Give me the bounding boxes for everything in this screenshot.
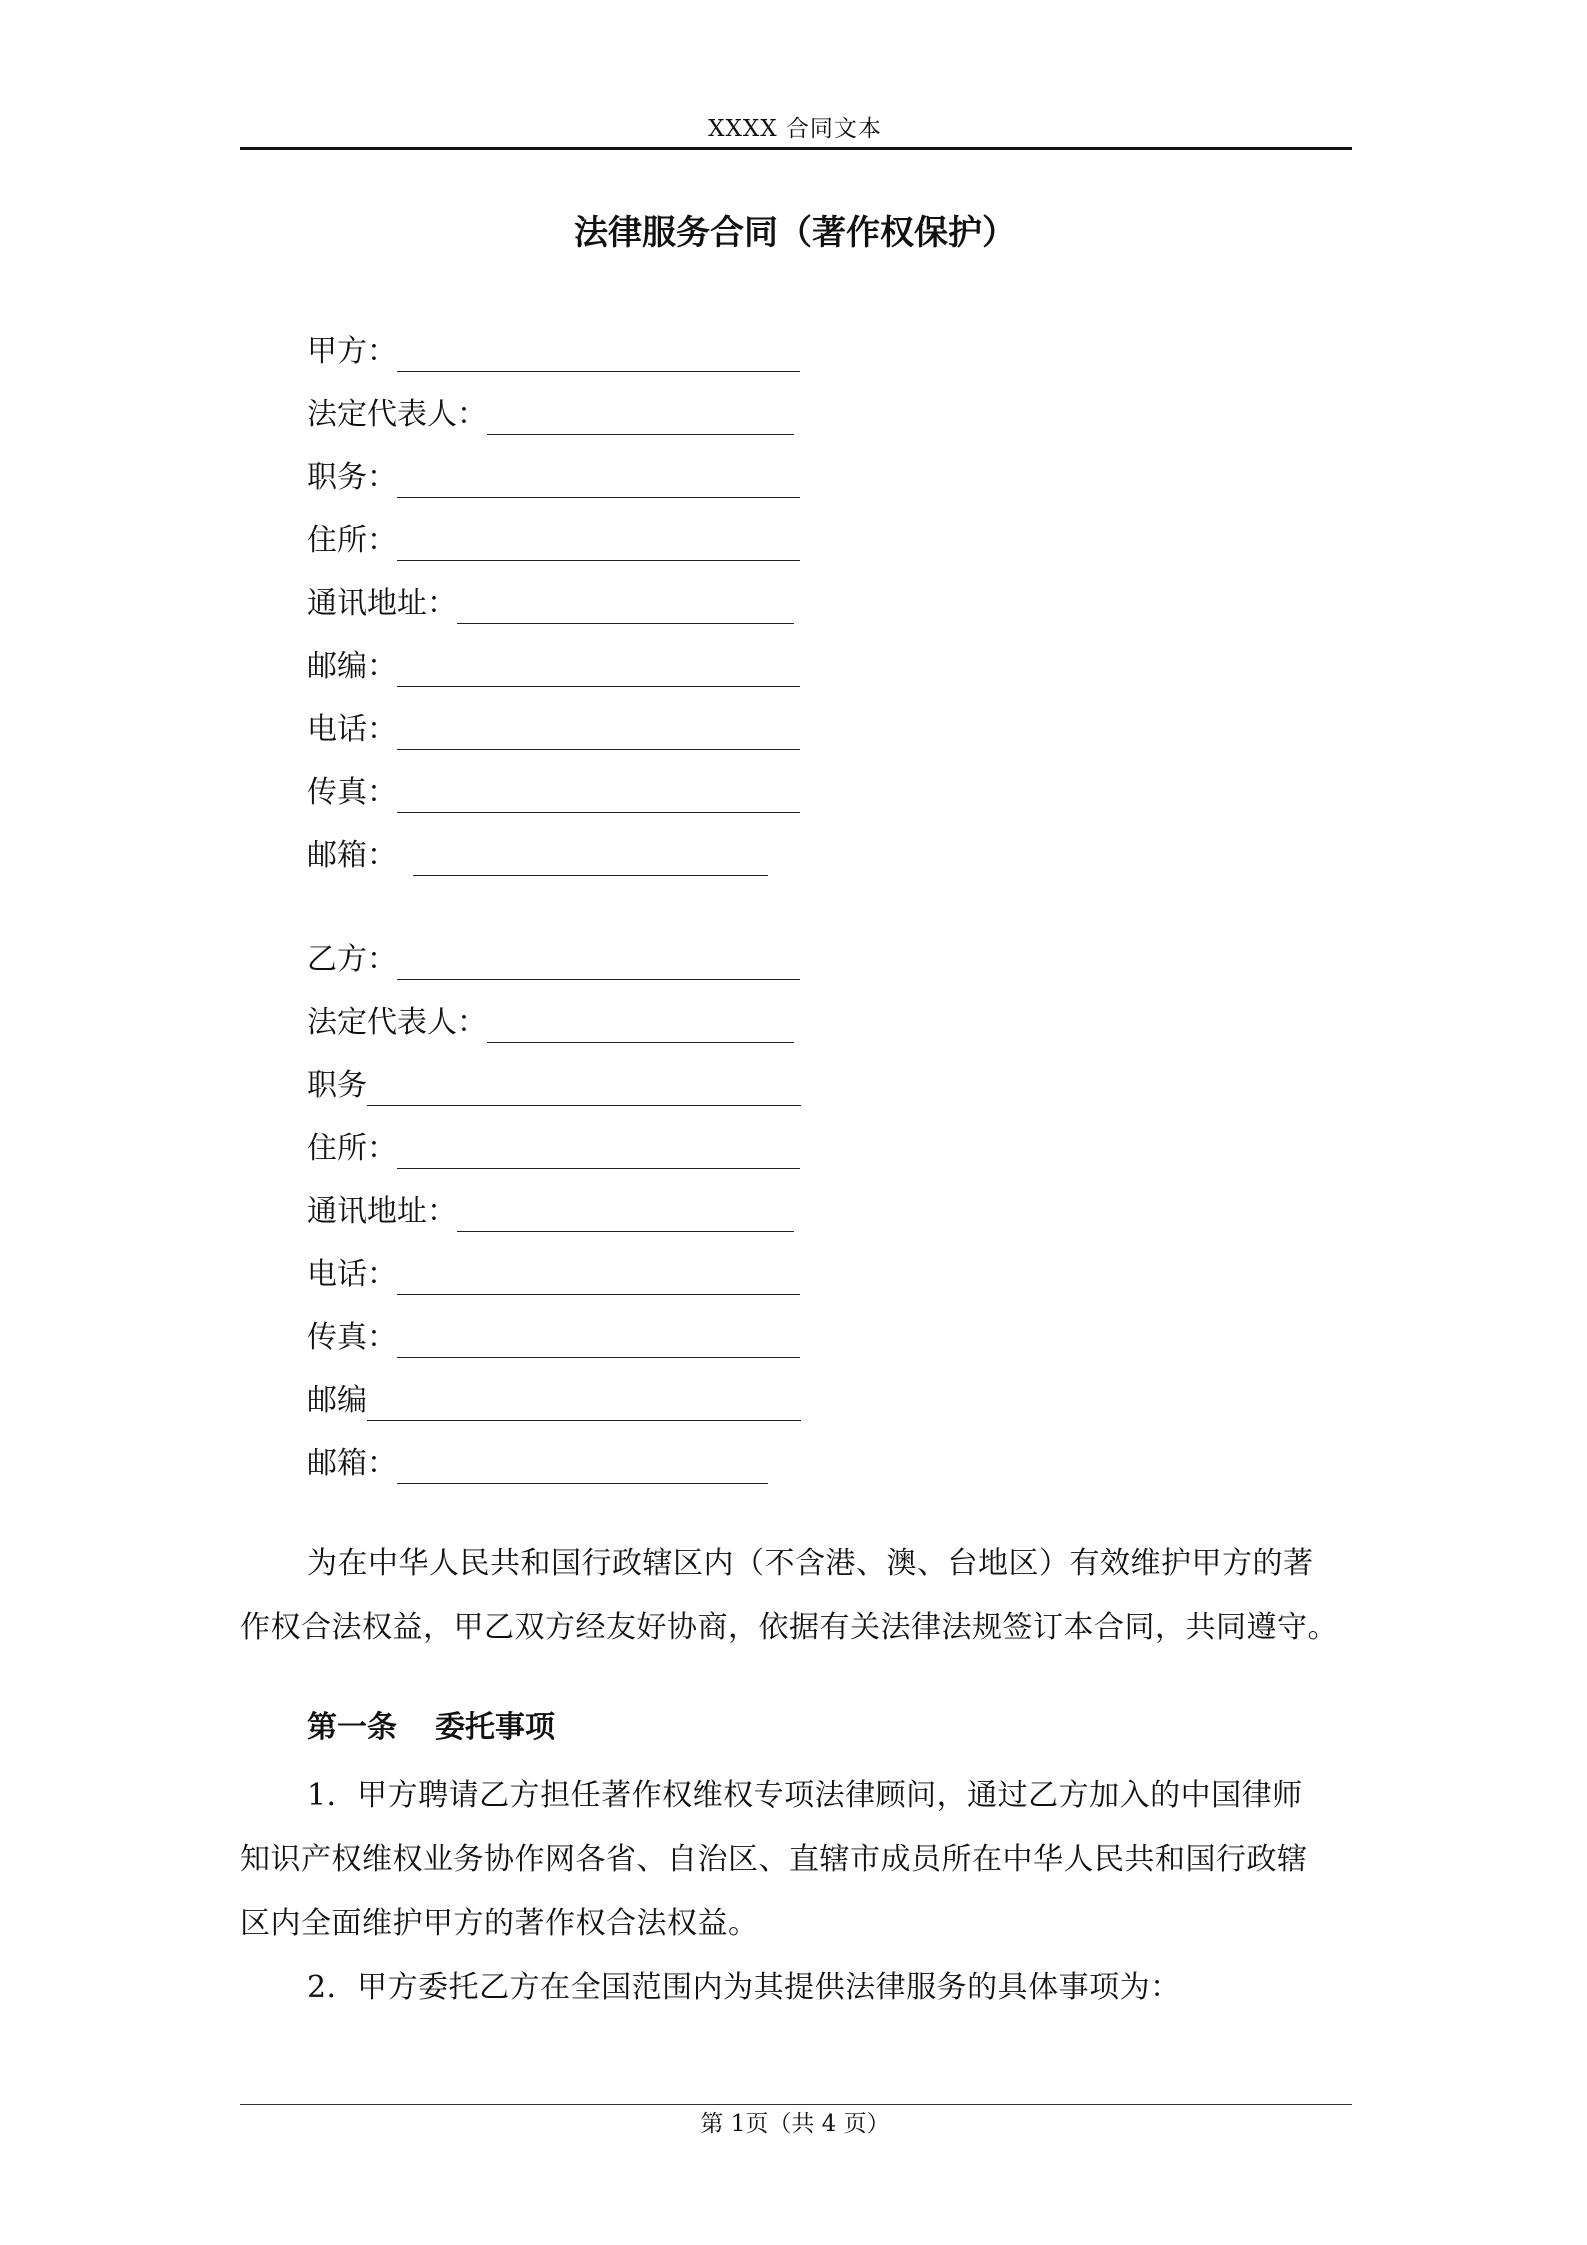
party-b-mailing-address-field[interactable] <box>307 1192 794 1232</box>
field-label: 甲方： <box>307 334 397 369</box>
fill-in-blank[interactable] <box>397 463 800 498</box>
article-1-heading <box>307 1706 555 1750</box>
party-b-phone-field[interactable] <box>307 1255 800 1295</box>
fill-in-blank[interactable] <box>397 778 800 813</box>
fill-in-blank[interactable] <box>397 945 800 980</box>
fill-in-blank[interactable] <box>397 337 800 372</box>
field-label: 邮编： <box>307 649 397 684</box>
article-number: 第一条 <box>307 1710 397 1745</box>
fill-in-blank[interactable] <box>413 841 768 876</box>
fill-in-blank[interactable] <box>397 1323 800 1358</box>
party-b-domicile-field[interactable] <box>307 1129 800 1169</box>
fill-in-blank[interactable] <box>487 1008 794 1043</box>
party-b-email-field[interactable] <box>307 1444 768 1484</box>
field-label: 住所： <box>307 1131 397 1166</box>
article-1-item-1 <box>240 1764 1352 1956</box>
fill-in-blank[interactable] <box>397 1449 768 1484</box>
party-a-legal-rep-field[interactable] <box>307 395 794 435</box>
field-label: 通讯地址： <box>307 586 457 621</box>
field-label: 邮箱： <box>307 1446 397 1481</box>
paragraph-line: 知识产权维权业务协作网各省、自治区、直辖市成员所在中华人民共和国行政辖 <box>240 1842 1308 1877</box>
contract-title: 法律服务合同（著作权保护） <box>574 213 1016 253</box>
party-a-email-field[interactable] <box>307 836 768 876</box>
party-b-legal-rep-field[interactable] <box>307 1003 794 1043</box>
party-a-postcode-field[interactable] <box>307 647 800 687</box>
fill-in-blank[interactable] <box>397 1260 800 1295</box>
field-label: 传真： <box>307 1320 397 1355</box>
page-number: 第 1页（共 4 页） <box>700 2111 890 2137</box>
field-label: 住所： <box>307 523 397 558</box>
page-header: XXXX 合同文本 <box>708 116 882 142</box>
party-a-fax-field[interactable] <box>307 773 800 813</box>
field-label: 法定代表人： <box>307 1005 487 1040</box>
fill-in-blank[interactable] <box>367 1071 801 1106</box>
field-label: 邮编 <box>307 1383 367 1418</box>
fill-in-blank[interactable] <box>457 1197 794 1232</box>
fill-in-blank[interactable] <box>397 715 800 750</box>
field-label: 电话： <box>307 712 397 747</box>
field-label: 法定代表人： <box>307 397 487 432</box>
party-a-phone-field[interactable] <box>307 710 800 750</box>
paragraph-line: 区内全面维护甲方的著作权合法权益。 <box>240 1906 759 1941</box>
field-label: 职务 <box>307 1068 367 1103</box>
fill-in-blank[interactable] <box>457 589 794 624</box>
field-label: 乙方： <box>307 942 397 977</box>
fill-in-blank[interactable] <box>397 1134 800 1169</box>
paragraph-line: 为在中华人民共和国行政辖区内（不含港、澳、台地区）有效维护甲方的著 <box>307 1546 1314 1581</box>
party-a-position-field[interactable] <box>307 458 800 498</box>
party-a-mailing-address-field[interactable] <box>307 584 794 624</box>
fill-in-blank[interactable] <box>367 1386 801 1421</box>
paragraph-line: 2．甲方委托乙方在全国范围内为其提供法律服务的具体事项为： <box>307 1970 1181 2005</box>
party-b-name-field[interactable] <box>307 940 800 980</box>
preamble-paragraph <box>240 1532 1352 1660</box>
paragraph-line: 作权合法权益，甲乙双方经友好协商，依据有关法律法规签订本合同，共同遵守。 <box>240 1610 1338 1645</box>
party-b-postcode-field[interactable] <box>307 1381 801 1421</box>
header-divider <box>240 147 1352 150</box>
party-b-fax-field[interactable] <box>307 1318 800 1358</box>
fill-in-blank[interactable] <box>397 652 800 687</box>
field-label: 邮箱： <box>307 838 397 873</box>
fill-in-blank[interactable] <box>487 400 794 435</box>
field-label: 职务： <box>307 460 397 495</box>
article-name: 委托事项 <box>435 1710 555 1745</box>
footer-divider <box>240 2104 1352 2105</box>
party-a-name-field[interactable] <box>307 332 800 372</box>
fill-in-blank[interactable] <box>397 526 800 561</box>
party-a-domicile-field[interactable] <box>307 521 800 561</box>
field-label: 通讯地址： <box>307 1194 457 1229</box>
field-label: 电话： <box>307 1257 397 1292</box>
field-label: 传真： <box>307 775 397 810</box>
party-b-position-field[interactable] <box>307 1066 801 1106</box>
paragraph-line: 1．甲方聘请乙方担任著作权维权专项法律顾问，通过乙方加入的中国律师 <box>307 1778 1303 1813</box>
article-1-item-2 <box>240 1956 1352 2020</box>
